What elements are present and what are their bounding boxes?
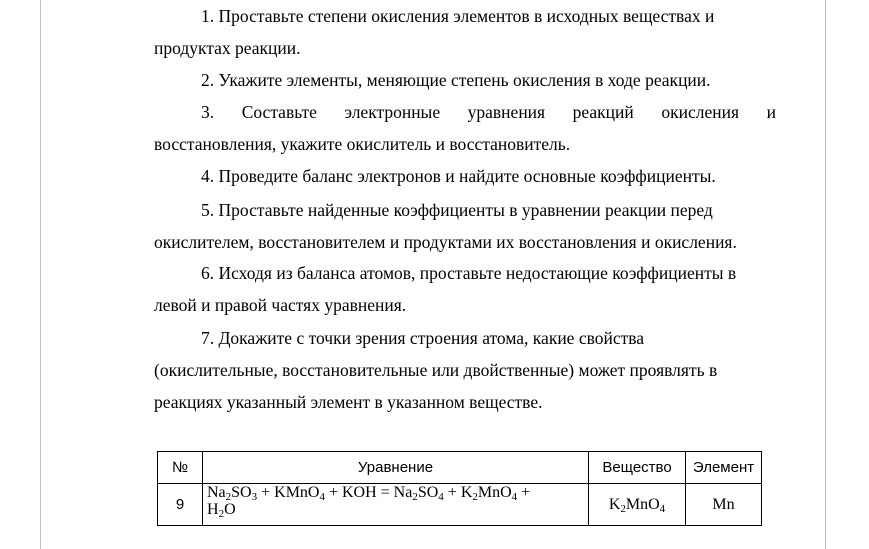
instruction-7-line1 (154, 322, 776, 354)
eq-sub: 4 (319, 491, 325, 503)
row-equation (203, 484, 589, 526)
header-number: № (158, 452, 203, 484)
instruction-2-number: 2. (201, 70, 215, 90)
instruction-6-line2: левой и правой частях уравнения. (154, 295, 407, 315)
sub-part: MnO (625, 495, 660, 513)
table-header-row (158, 452, 762, 484)
instruction-6-number: 6. (201, 263, 215, 283)
row-number: 9 (158, 484, 203, 526)
header-equation: Уравнение (203, 452, 589, 484)
instruction-3-word: реакций (572, 102, 634, 122)
header-substance: Вещество (589, 452, 686, 484)
instruction-3-number: 3. (201, 102, 215, 122)
sub-part: K (608, 495, 621, 513)
instruction-2 (154, 64, 776, 96)
eq-part: Na (207, 484, 226, 501)
instruction-1-number: 1. (201, 6, 215, 26)
eq-sub: 4 (438, 491, 444, 503)
eq-sub: 2 (472, 491, 478, 503)
sub-sub: 4 (659, 502, 666, 515)
instruction-4-text: Проведите баланс электронов и найдите основные коэффициенты. (218, 166, 716, 186)
instruction-7-number: 7. (201, 328, 215, 348)
instruction-7-line2: (окислительные, восстановительные или двойственные) может проявлять в (154, 360, 718, 380)
instruction-2-text: Укажите элементы, меняющие степень окисления в ходе реакции. (218, 70, 711, 90)
instruction-3-word: Составьте (241, 102, 317, 122)
instruction-1-line1 (154, 0, 776, 32)
eq-part: + K (443, 484, 473, 501)
eq-sub: 2 (412, 491, 418, 503)
instruction-5-line2: окислителем, восстановителем и продуктами их восстановления и окисления. (154, 232, 737, 252)
eq-part: SO (417, 484, 439, 501)
eq-part: + (517, 484, 531, 501)
instruction-7-line3: реакциях указанный элемент в указанном веществе. (154, 392, 543, 412)
instruction-5-line1 (154, 194, 776, 226)
row-substance (589, 484, 686, 526)
task-table (157, 451, 762, 526)
instruction-3-word: окисления (661, 102, 740, 122)
instruction-1-text: Проставьте степени окисления элементов в исходных веществах и (218, 6, 715, 26)
instruction-4 (154, 160, 776, 192)
row-element: Mn (686, 484, 762, 526)
instruction-5-number: 5. (201, 200, 215, 220)
instruction-3-word: электронные (344, 102, 441, 122)
eq-part: + KOH = Na (324, 484, 413, 501)
table-row (158, 484, 762, 526)
sub-sub: 2 (620, 502, 626, 515)
instruction-4-number: 4. (201, 166, 215, 186)
instruction-3-line2: восстановления, укажите окислитель и восстановитель. (154, 134, 571, 154)
instruction-3-word: и (766, 102, 776, 122)
eq-part: H (207, 501, 219, 518)
eq-sub: 2 (225, 491, 232, 503)
eq-sub: 2 (218, 508, 225, 520)
eq-part: O (224, 501, 236, 518)
eq-part: MnO (477, 484, 512, 501)
instruction-7-text: Докажите с точки зрения строения атома, какие свойства (218, 328, 645, 348)
instruction-3-word: уравнения (467, 102, 546, 122)
instruction-3-line1 (154, 96, 776, 128)
instruction-6-text: Исходя из баланса атомов, проставьте недостающие коэффициенты в (218, 263, 737, 283)
eq-sub: 4 (511, 491, 518, 503)
instruction-5-text: Проставьте найденные коэффициенты в уравнении реакции перед (218, 200, 713, 220)
eq-part: SO (231, 484, 252, 501)
eq-sub: 3 (251, 491, 258, 503)
eq-part: + KMnO (257, 484, 320, 501)
instruction-1-line2: продуктах реакции. (154, 38, 301, 58)
header-element: Элемент (686, 452, 762, 484)
instruction-6-line1 (154, 257, 776, 289)
